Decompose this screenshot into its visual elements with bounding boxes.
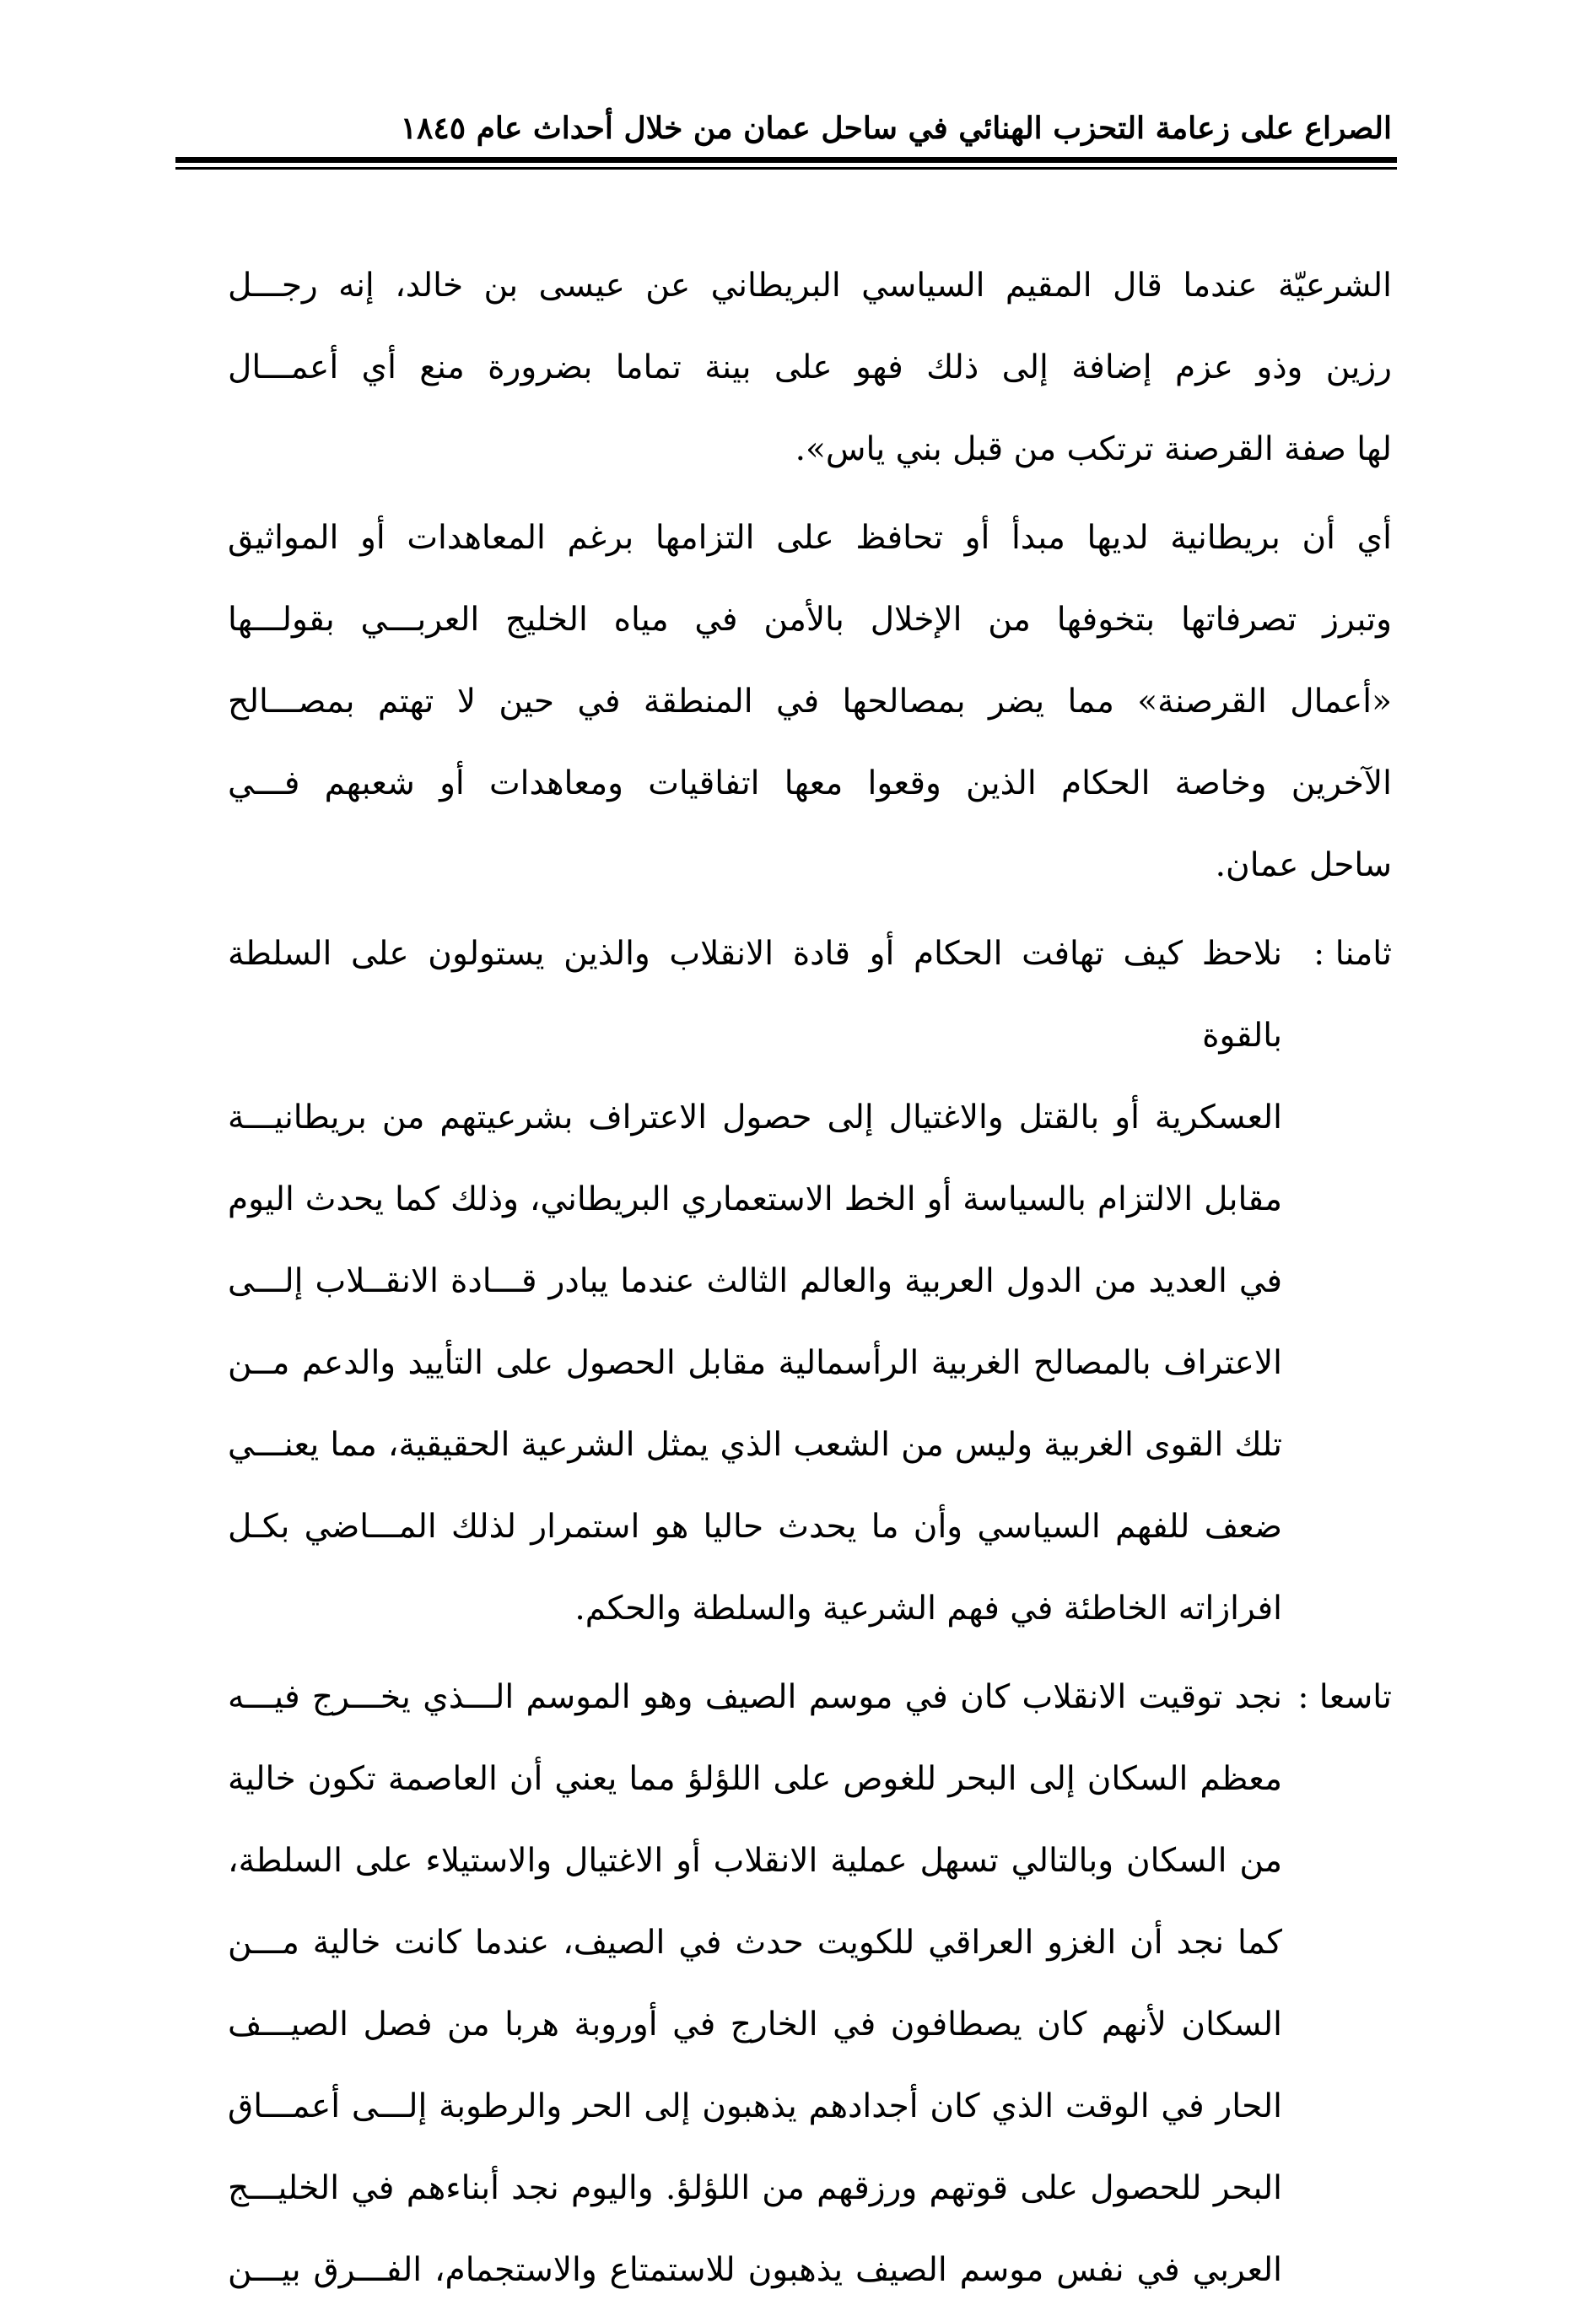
text-line: افرازاته الخاطئة في فهم الشرعية والسلطة والحكم.	[574, 1590, 1282, 1628]
text-line: السكان لأنهم كان يصطافون في الخارج في أوروبة هربا من فصل الصيـــف	[228, 2006, 1282, 2044]
text-line: الاعتراف بالمصالح الغربية الرأسمالية مقابل الحصول على التأييد والدعم مــن	[228, 1344, 1282, 1382]
text-line: نلاحظ كيف تهافت الحكام أو قادة الانقلاب والذين يستولون على السلطة بالقوة	[228, 935, 1282, 1055]
point-body	[228, 913, 1282, 1650]
text-line: تلك القوى الغربية وليس من الشعب الذي يمثل الشرعية الحقيقية، مما يعنـــي	[228, 1426, 1282, 1464]
paragraph	[228, 497, 1392, 906]
text-line: ساحل عمان.	[1215, 846, 1392, 884]
text-line: في العديد من الدول العربية والعالم الثالث عندما يبادر قـــادة الانقــلاب إلـــى	[228, 1262, 1282, 1300]
body-text	[228, 245, 1392, 2311]
header-rule-thick	[175, 157, 1397, 163]
text-line: الشرعيّة عندما قال المقيم السياسي البريطاني عن عيسى بن خالد، إنه رجـــل	[228, 267, 1392, 305]
point-label: تاسعا :	[1297, 1678, 1392, 1716]
text-line: معظم السكان إلى البحر للغوص على اللؤلؤ مما يعني أن العاصمة تكون خالية	[228, 1760, 1282, 1798]
text-line: لها صفة القرصنة ترتكب من قبل بني ياس».	[795, 430, 1392, 468]
text-line: من السكان وبالتالي تسهل عملية الانقلاب أو الاغتيال والاستيلاء على السلطة،	[228, 1842, 1282, 1880]
text-line: العربي في نفس موسم الصيف يذهبون للاستمتاع والاستجمام، الفـــرق بيـــن	[228, 2251, 1282, 2289]
text-line: الحار في الوقت الذي كان أجدادهم يذهبون إلى الحر والرطوبة إلـــى أعمـــاق	[228, 2087, 1282, 2125]
text-line: العسكرية أو بالقتل والاغتيال إلى حصول الاعتراف بشرعيتهم من بريطانيـــة	[228, 1099, 1282, 1137]
point-label: ثامنا :	[1313, 935, 1392, 973]
running-header: الصراع على زعامة التحزب الهنائي في ساحل عمان من خلال أحداث عام ١٨٤٥	[400, 111, 1392, 146]
text-line: نجد توقيت الانقلاب كان في موسم الصيف وهو الموسم الـــذي يخـــرج فيـــه	[228, 1678, 1282, 1716]
text-line: ضعف للفهم السياسي وأن ما يحدث حاليا هو استمرار لذلك المـــاضي بكـل	[228, 1508, 1282, 1546]
text-line: الآخرين وخاصة الحكام الذين وقعوا معها اتفاقيات ومعاهدات أو شعبهم فـــي	[228, 764, 1392, 802]
point-body	[228, 1656, 1282, 2311]
text-line: البحر للحصول على قوتهم ورزقهم من اللؤلؤ. واليوم نجد أبناءهم في الخليـــج	[228, 2169, 1282, 2207]
header-rule-thin	[175, 167, 1397, 170]
text-line: «أعمال القرصنة» مما يضر بمصالحها في المنطقة في حين لا تهتم بمصـــالح	[228, 683, 1392, 721]
text-line: كما نجد أن الغزو العراقي للكويت حدث في الصيف، عندما كانت خالية مـــن	[228, 1924, 1282, 1962]
text-line: أي أن بريطانية لديها مبدأ أو تحافظ على التزامها برغم المعاهدات أو المواثيق	[228, 519, 1392, 557]
text-line: وتبرز تصرفاتها بتخوفها من الإخلال بالأمن في مياه الخليج العربـــي بقولـــها	[228, 601, 1392, 639]
text-line: مقابل الالتزام بالسياسة أو الخط الاستعماري البريطاني، وذلك كما يحدث اليوم	[228, 1180, 1282, 1218]
text-line: رزين وذو عزم إضافة إلى ذلك فهو على بينة تماما بضرورة منع أي أعمـــال	[228, 348, 1392, 386]
numbered-point	[228, 913, 1392, 1650]
numbered-point	[228, 1656, 1392, 2311]
paragraph	[228, 245, 1392, 490]
